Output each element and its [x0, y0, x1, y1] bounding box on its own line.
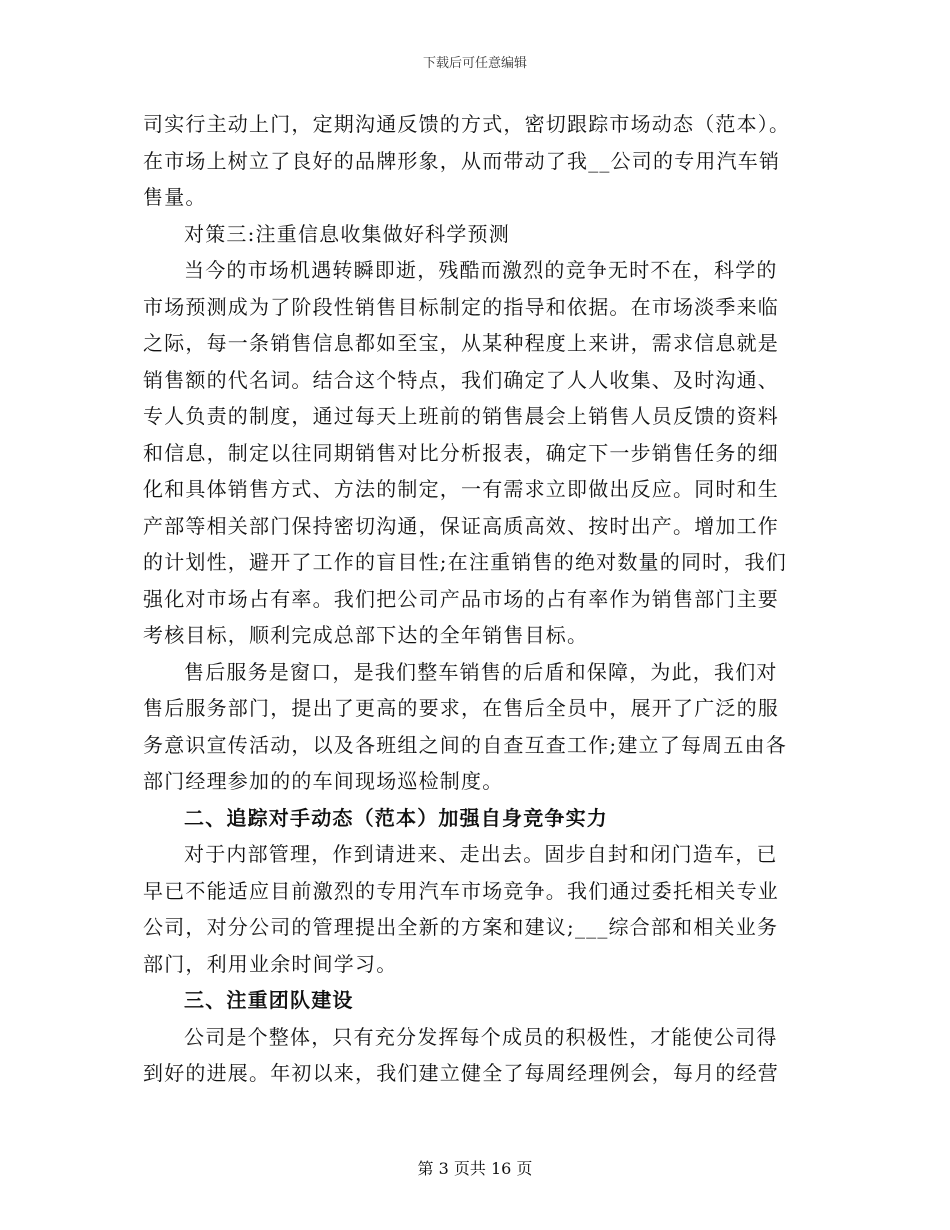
text-line: 销售额的代名词。结合这个特点，我们确定了人人收集、及时沟通、: [143, 367, 779, 392]
text-line: 公司，对分公司的管理提出全新的方案和建议;___综合部和相关业务: [143, 915, 779, 939]
section-heading: 二、追踪对手动态（范本）加强自身竞争实力: [184, 805, 608, 830]
text-line: 部门经理参加的的车间现场巡检制度。: [143, 769, 504, 793]
text-line: 当今的市场机遇转瞬即逝，残酷而激烈的竞争无时不在，科学的: [184, 258, 778, 282]
text-line: 公司是个整体，只有充分发挥每个成员的积极性，才能使公司得: [184, 1024, 778, 1049]
text-line: 司实行主动上门，定期沟通反馈的方式，密切跟踪市场动态（范本）。: [143, 112, 791, 136]
text-line: 到好的进展。年初以来，我们建立健全了每周经理例会，每月的经营: [143, 1061, 779, 1085]
text-line: 产部等相关部门保持密切沟通，保证高质高效、按时出产。增加工作: [143, 513, 779, 538]
text-line: 部门，利用业余时间学习。: [143, 951, 398, 976]
text-line: 售后服务部门，提出了更高的要求，在售后全员中，展开了广泛的服: [143, 696, 779, 720]
text-line: 专人负责的制度，通过每天上班前的销售晨会上销售人员反馈的资料: [143, 404, 779, 428]
text-line: 对于内部管理，作到请进来、走出去。固步自封和闭门造车，已: [184, 842, 778, 866]
text-line: 考核目标，顺利完成总部下达的全年销售目标。: [143, 623, 589, 647]
text-line: 售量。: [143, 185, 207, 209]
section-heading: 三、注重团队建设: [184, 988, 354, 1012]
text-line: 务意识宣传活动，以及各班组之间的自查互查工作;建立了每周五由各: [143, 732, 787, 757]
text-line: 在市场上树立了良好的品牌形象，从而带动了我__公司的专用汽车销: [143, 148, 781, 173]
text-line: 售后服务是窗口，是我们整车销售的后盾和保障，为此，我们对: [184, 659, 778, 684]
text-line: 的计划性，避开了工作的盲目性;在注重销售的绝对数量的同时，我们: [143, 550, 787, 574]
text-line: 市场预测成为了阶段性销售目标制定的指导和依据。在市场淡季来临: [143, 294, 779, 319]
text-line: 早已不能适应目前激烈的专用汽车市场竞争。我们通过委托相关专业: [143, 878, 779, 903]
text-line: 对策三:注重信息收集做好科学预测: [184, 221, 510, 246]
text-line: 化和具体销售方式、方法的制定，一有需求立即做出反应。同时和生: [143, 477, 779, 501]
document-body: [143, 106, 807, 1092]
page-footer: 第 3 页共 16 页: [417, 1159, 533, 1178]
text-line: 和信息，制定以往同期销售对比分析报表，确定下一步销售任务的细: [143, 440, 779, 465]
page-header: 下载后可任意编辑: [422, 56, 527, 71]
text-line: 强化对市场占有率。我们把公司产品市场的占有率作为销售部门主要: [143, 586, 779, 611]
text-line: 之际，每一条销售信息都如至宝，从某种程度上来讲，需求信息就是: [143, 331, 779, 355]
